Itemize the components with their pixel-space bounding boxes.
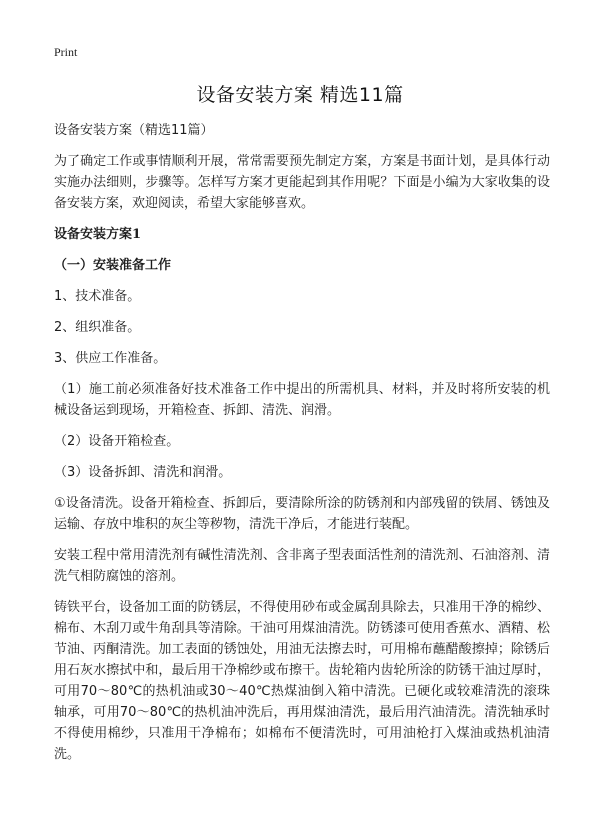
body-paragraph: ①设备清洗。设备开箱检查、拆卸后，要清除所涂的防锈剂和内部残留的铁屑、锈蚀及运输、存放中堆积的灰尘等秽物，清洗干净后，才能进行装配。 xyxy=(54,496,550,532)
body-paragraph: 3、供应工作准备。 xyxy=(54,351,167,366)
print-label: Print xyxy=(54,45,78,59)
section-heading: 设备安装方案1 xyxy=(54,227,142,242)
body-paragraph: 设备安装方案（精选11篇） xyxy=(54,123,214,138)
document-title: 设备安装方案 精选11篇 xyxy=(196,84,404,106)
body-paragraph: 2、组织准备。 xyxy=(54,320,141,335)
document-body xyxy=(54,120,550,775)
body-paragraph: （3）设备拆卸、清洗和润滑。 xyxy=(54,465,232,480)
body-paragraph: 为了确定工作或事情顺利开展，常常需要预先制定方案，方案是书面计划，是具体行动实施办法细则，步骤等。怎样写方案才更能起到其作用呢？下面是小编为大家收集的设备安装方案，欢迎阅读，希望大家能够喜欢。 xyxy=(54,154,550,211)
section-heading: （一）安装准备工作 xyxy=(54,258,172,273)
body-paragraph: 安装工程中常用清洗剂有碱性清洗剂、含非离子型表面活性剂的清洗剂、石油溶剂、清洗气相防腐蚀的溶剂。 xyxy=(54,548,550,584)
body-paragraph: （1）施工前必须准备好技术准备工作中提出的所需机具、材料，并及时将所安装的机械设备运到现场，开箱检查、拆卸、清洗、润滑。 xyxy=(54,382,550,418)
body-paragraph: （2）设备开箱检查。 xyxy=(54,434,180,449)
body-paragraph: 铸铁平台，设备加工面的防锈层，不得使用砂布或金属刮具除去，只准用干净的棉纱、棉布、木刮刀或牛角刮具等清除。干油可用煤油清洗。防锈漆可使用香蕉水、酒精、松节油、丙酮清洗。加工表面的锈蚀处，用油无法擦去时，可用棉布蘸醋酸擦掉；除锈后用石灰水擦拭中和，最后用干净棉纱或布擦干。齿轮箱内齿轮所涂的防锈干油过厚时，可用70～80℃的热机油或30～40℃热煤油倒入箱中清洗。已硬化或较难清洗的滚珠轴承，可用70～80℃的热机油冲洗后，再用煤油清洗，最后用汽油清洗。清洗轴承时不得使用棉纱，只准用干净棉布；如棉布不便清洗时，可用油枪打入煤油或热机油清洗。 xyxy=(54,600,550,762)
body-paragraph: 1、技术准备。 xyxy=(54,289,141,304)
